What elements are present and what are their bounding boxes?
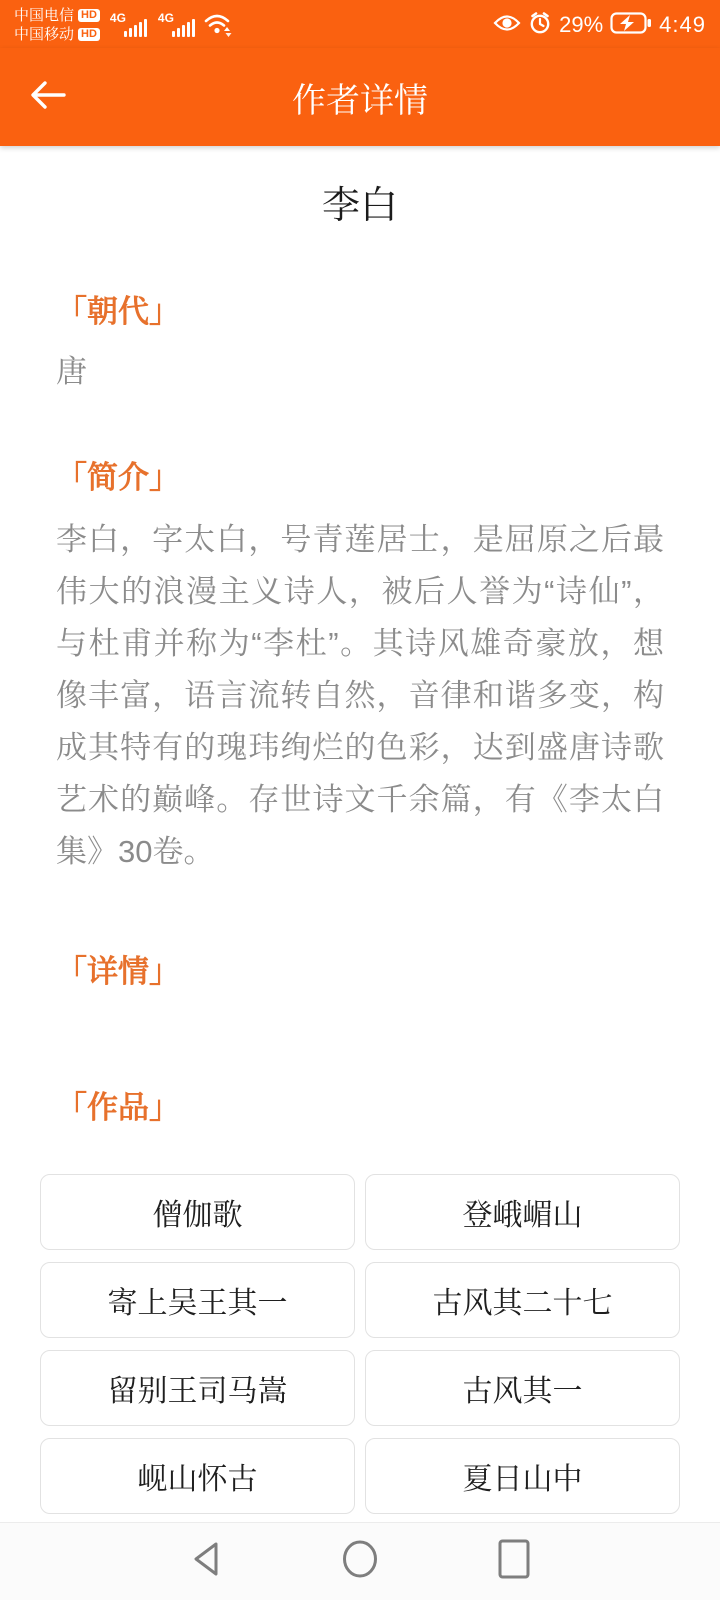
signal-bars-icon: 4G — [110, 10, 148, 40]
works-grid — [40, 1174, 680, 1514]
carrier-name-2: 中国移动 — [14, 26, 75, 43]
eye-icon — [493, 13, 521, 38]
section-details-label: 「详情」 — [56, 954, 180, 989]
page-title: 作者详情 — [292, 81, 428, 120]
author-name: 李白 — [321, 185, 398, 227]
section-dynasty-value: 唐 — [56, 354, 87, 389]
section-details — [40, 952, 680, 992]
hd-badge: HD — [78, 9, 100, 22]
status-bar — [0, 0, 720, 48]
section-intro-text: 李白，字太白，号青莲居士，是屈原之后最伟大的浪漫主义诗人，被后人誉为“诗仙”，与杜甫并称为“李杜”。其诗风雄奇豪放，想像丰富，语言流转自然，音律和谐多变，构成其特有的瑰玮绚烂的色彩，达到盛唐诗歌艺术的巅峰。存世诗文千余篇，有《李太白集》30卷。 — [56, 522, 664, 869]
section-works-label: 「作品」 — [56, 1090, 180, 1125]
nav-back-button[interactable] — [185, 1541, 227, 1583]
work-item-button[interactable]: 古风其一 — [365, 1350, 680, 1426]
arrow-left-icon — [28, 78, 68, 117]
app-header — [0, 48, 720, 146]
author-detail-content — [0, 146, 720, 1600]
carrier-name-1: 中国电信 — [14, 7, 75, 24]
work-item-button[interactable]: 夏日山中 — [365, 1438, 680, 1514]
nav-recents-button[interactable] — [493, 1541, 535, 1583]
nav-back-icon — [189, 1539, 223, 1584]
section-dynasty — [40, 292, 680, 392]
nav-home-button[interactable] — [339, 1541, 381, 1583]
nav-recents-icon — [496, 1538, 532, 1585]
work-item-button[interactable]: 寄上吴王其一 — [40, 1262, 355, 1338]
section-intro-label: 「简介」 — [56, 460, 180, 495]
hd-badge: HD — [78, 28, 100, 41]
section-dynasty-label: 「朝代」 — [56, 294, 180, 329]
carrier-block — [14, 6, 100, 44]
signal-bars-icon: 4G — [158, 10, 196, 40]
wifi-icon — [204, 12, 234, 38]
work-item-button[interactable]: 登峨嵋山 — [365, 1174, 680, 1250]
nav-home-icon — [340, 1537, 380, 1586]
section-works — [40, 1088, 680, 1128]
android-nav-bar — [0, 1522, 720, 1600]
back-button[interactable] — [22, 71, 74, 123]
status-right-cluster — [493, 11, 706, 40]
work-item-button[interactable]: 岘山怀古 — [40, 1438, 355, 1514]
section-intro — [40, 458, 680, 878]
work-item-button[interactable]: 古风其二十七 — [365, 1262, 680, 1338]
alarm-icon — [528, 11, 552, 40]
work-item-button[interactable]: 留别王司马嵩 — [40, 1350, 355, 1426]
work-item-button[interactable]: 僧伽歌 — [40, 1174, 355, 1250]
clock-time: 4:49 — [659, 12, 706, 37]
battery-percent: 29% — [559, 12, 604, 37]
battery-charging-icon — [610, 12, 652, 39]
